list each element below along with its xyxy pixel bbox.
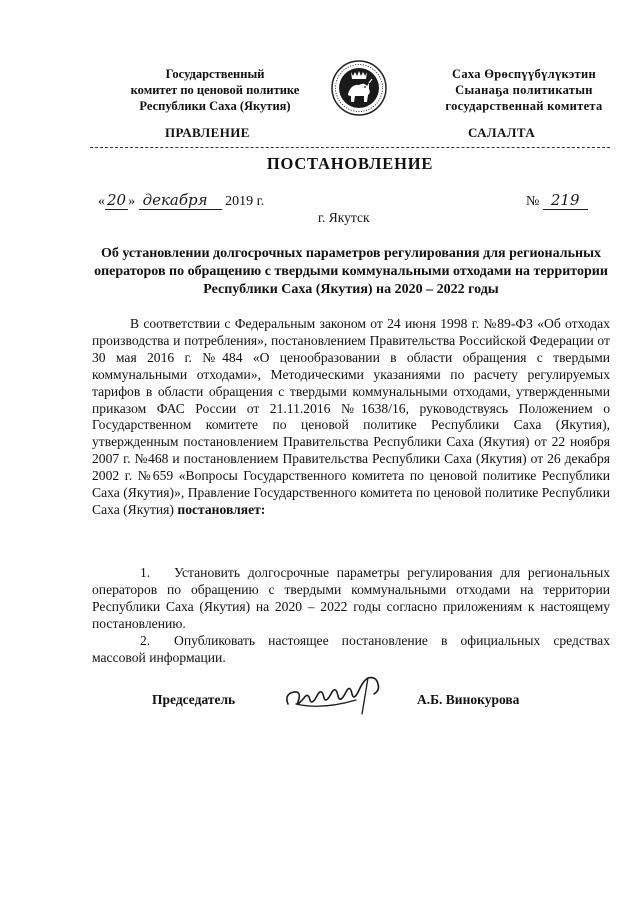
document-preamble [92, 316, 610, 519]
header-right-line: Саха Өрөспүүбүлүкэтин [452, 67, 596, 81]
header-right-line: Сыанаҕа политикатын [455, 83, 593, 97]
decree-item-number: 1. [140, 565, 151, 580]
decree-item-number: 2. [140, 632, 151, 648]
date-day: 20 [107, 191, 127, 209]
header-right-organization [424, 66, 624, 114]
header-divider [90, 147, 610, 148]
document-heading: Об установлении долгосрочных параметров регулирования для региональных операторов по обращению с твердыми коммунальными отходами на территории Республики Саха (Якутия) на 2020 – 2022 годы [94, 246, 608, 297]
header-left-line: комитет по ценовой политике [130, 83, 300, 97]
date-month: декабря [139, 191, 222, 210]
document-number [526, 191, 588, 210]
header-left-subtitle: ПРАВЛЕНИЕ [165, 125, 250, 140]
number-value: 219 [543, 191, 588, 210]
header-right-subtitle: САЛАЛТА [468, 125, 536, 140]
decree-item-text: Установить долгосрочные параметры регулирования для региональных операторов по обращению с твердыми коммунальными отходами на территории Республики Саха (Якутия) на 2020 – 2022 годы согласно приложениям к настоящему постановлению. [92, 565, 610, 631]
signatory-title: Председатель [152, 692, 236, 707]
document-title: ПОСТАНОВЛЕНИЕ [266, 154, 434, 173]
document-date [98, 191, 264, 210]
decree-item [92, 565, 610, 633]
header-left-line: Республики Саха (Якутия) [139, 99, 291, 113]
header-left-organization [110, 66, 320, 114]
decree-word: постановляет: [177, 501, 266, 517]
decree-item-text: Опубликовать настоящее постановление в официальных средствах массовой информации. [92, 632, 610, 665]
decree-items [92, 565, 610, 666]
document-city: г. Якутск [318, 210, 370, 225]
header-left-line: Государственный [165, 67, 265, 81]
date-year: 2019 г. [225, 194, 265, 209]
date-open-quote: « [98, 194, 105, 209]
date-close-quote: » [128, 194, 136, 209]
signatory-name: А.Б. Винокурова [417, 692, 520, 707]
number-prefix: № [526, 194, 540, 209]
header-right-line: государственнай комитета [445, 99, 603, 113]
preamble-text: В соответствии с Федеральным законом от 24 июня 1998 г. №89-ФЗ «Об отходах производства и потребления», постановлением Правительства Российской Федерации от 30 мая 2016 г. №484 «О ценообразовании в области обращения с твердыми коммунальными отходами», Методическими указаниями по расчету регулируемых тарифов в области обращения с твердыми коммунальными отходами, утвержденными приказом ФАС России от 21.11.2016 №1638/16, руководствуясь Положением о Государственном комитете по ценовой политике Республики Саха (Якутия), утвержденным постановлением Правительства Республики Саха (Якутия) от 22 ноября 2007 г. №468 и постановлением Правительства Республики Саха (Якутия) от 26 декабря 2002 г. №659 «Вопросы Государственного комитета по ценовой политике Республики Саха (Якутия)», Правление Государственного комитета по ценовой политике Республики Саха (Якутия) [92, 316, 610, 517]
handwritten-signature [282, 674, 392, 718]
decree-item [92, 633, 610, 667]
coat-of-arms-emblem-icon [331, 60, 387, 116]
